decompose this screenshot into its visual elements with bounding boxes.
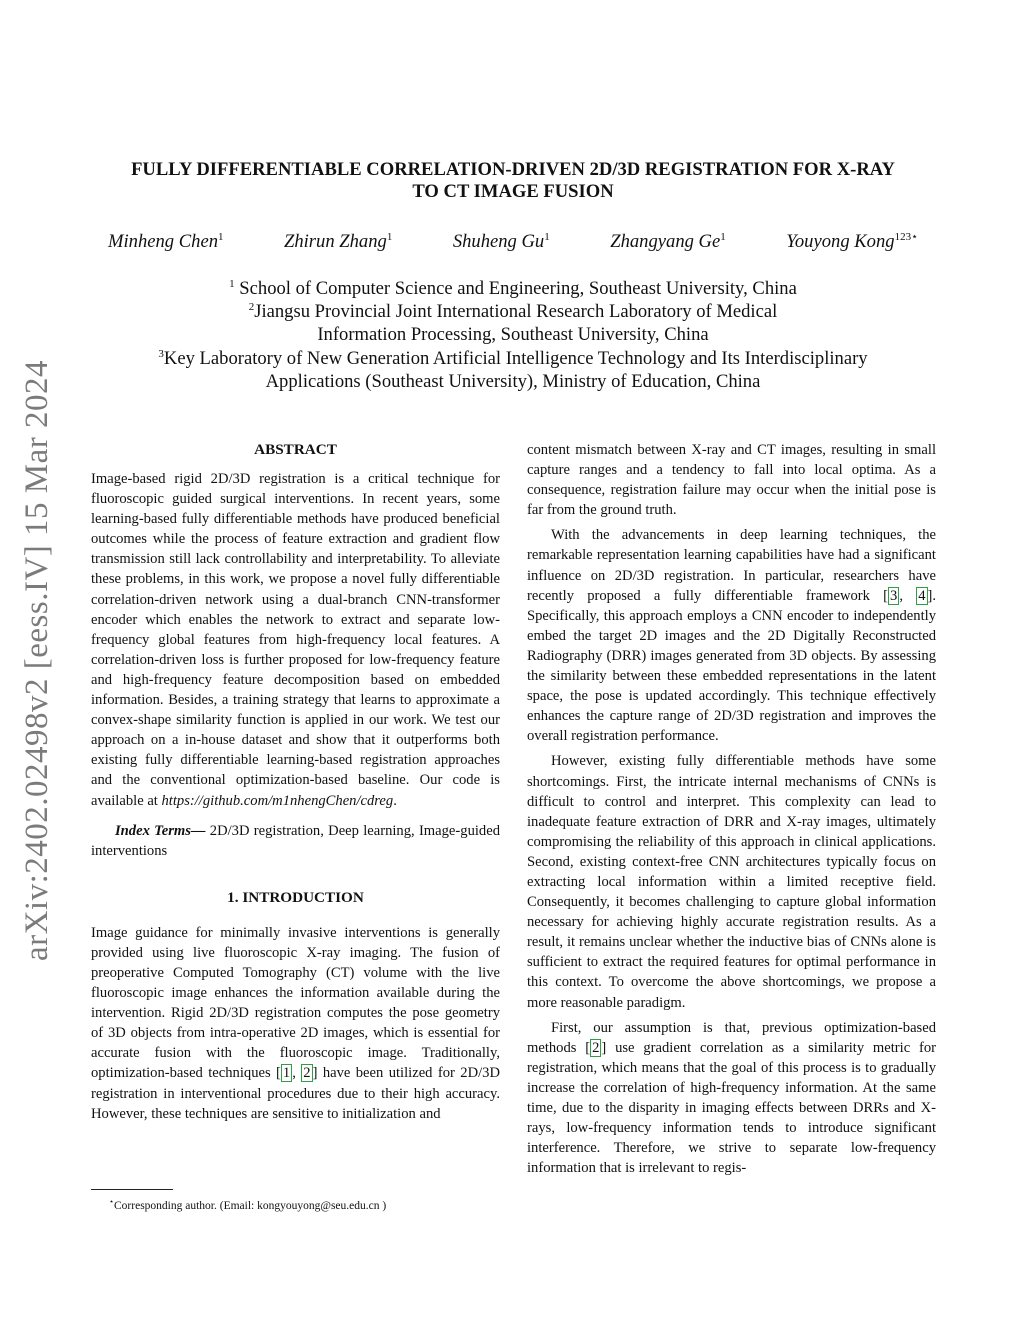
affiliation-text: Applications (Southeast University), Ministry of Education, China [265, 370, 761, 392]
intro-paragraph-4 [527, 1018, 936, 1179]
abstract-end: . [393, 792, 397, 809]
author [108, 231, 224, 253]
author [610, 231, 726, 253]
affiliation-text: Information Processing, Southeast University, China [317, 324, 709, 346]
intro-paragraph-continued: content mismatch between X-ray and CT images, resulting in small capture ranges and a tendency to fall into local optima. As a consequence, registration failure may occur when the initial pose is far from the ground truth. [527, 442, 936, 519]
intro-paragraph-1-text-a: Image guidance for minimally invasive interventions is generally provided using live fluoroscopic X-ray imaging. The fusion of preoperative Computed Tomography (CT) volume with the live fluoroscopic image enhances the information available during the intervention. Rigid 2D/3D registration computes the pose geometry of 3D objects from intra-operative 2D images, which is essential for accurate fusion with the fluoroscopic image. Traditionally, optimization-based techniques [ [91, 924, 500, 1082]
affiliation-mark: 3 [158, 347, 164, 360]
arxiv-identifier-text: arXiv:2402.02498v2 [eess.IV] 15 Mar 2024 [19, 359, 56, 961]
author-name: Minheng Chen [108, 231, 218, 252]
footnote-text: Corresponding author. (Email: kongyouyong@seu.edu.cn ) [114, 1199, 387, 1212]
intro-paragraph-4-text-a: First, our assumption is that, previous optimization-based methods [ [527, 1019, 936, 1056]
affiliation-block [90, 277, 936, 393]
citation-separator: , [292, 1065, 302, 1082]
affiliation-line [90, 347, 936, 370]
intro-paragraph-2 [527, 525, 936, 746]
footnote-mark: ⋆ [109, 1197, 115, 1206]
author [786, 231, 918, 253]
citation-link[interactable]: 2 [303, 1065, 311, 1082]
index-terms-text: 2D/3D registration, Deep learning, Image-guided interventions [91, 822, 500, 859]
intro-paragraph-1-text-b: ] have been utilized for 2D/3D registration in interventional procedures due to their high accuracy. However, these techniques are sensitive to initialization and [91, 1065, 501, 1122]
arxiv-identifier-stamp [14, 350, 62, 970]
paper-title-line-2: TO CT IMAGE FUSION [412, 181, 614, 202]
introduction-heading: 1. INTRODUCTION [227, 888, 364, 906]
affiliation-text: Key Laboratory of New Generation Artificial Intelligence Technology and Its Interdisciplinary [163, 347, 868, 369]
intro-paragraph-4-text-b: ] use gradient correlation as a similarity metric for registration, which means that the goal of this process is to gradually increase the correlation of high-frequency information. At the same time, due to the disparity in imaging effects between DRRs and X-rays, low-frequency information tends to introduce significant interference. Therefore, we strive to separate low-frequency information that is irrelevant to regis- [527, 1039, 937, 1177]
author-affiliation-mark: 1 [720, 230, 726, 243]
intro-paragraph-2-text-b: ]. Specifically, this approach employs a CNN encoder to independently embed the target 2D images and the 2D Digitally Reconstructed Radiography (DRR) images generated from 3D objects. By assessing the similarity between these embedded representations in the latent space, the pose is updated accordingly. This technique effectively enhances the capture range of 2D/3D registration and improves the overall registration performance. [527, 587, 937, 745]
author-name: Zhangyang Ge [610, 231, 721, 252]
abstract-body [91, 469, 500, 811]
author [284, 231, 392, 253]
citation-link[interactable]: 3 [890, 587, 898, 604]
corresponding-author-footnote [91, 1194, 500, 1214]
abstract-text: Image-based rigid 2D/3D registration is a critical technique for fluoroscopic guided surgical interventions. In recent years, some learning-based fully differentiable methods have produced beneficial outcomes while the process of feature extraction and gradient flow transmission still lack controllability and interpretability. To alleviate these problems, in this work, we propose a novel fully differentiable correlation-driven network using a dual-branch CNN-transformer encoder which enables the network to extract and separate low-frequency global features from high-frequency local features. A correlation-driven loss is further proposed for low-frequency feature and high-frequency feature decomposition based on embedded information. Besides, a training strategy that learns to approximate a convex-shape similarity function is applied in our work. We test our approach on a in-house dataset and show that it outperforms both existing fully differentiable learning-based registration approaches and the conventional optimization-based baseline. Our code is available at [91, 471, 500, 809]
author-name: Zhirun Zhang [284, 231, 387, 252]
footnote-rule [91, 1189, 173, 1190]
author-name: Youyong Kong [786, 231, 895, 252]
abstract-heading: ABSTRACT [254, 441, 337, 458]
citation-link[interactable]: 2 [592, 1039, 600, 1056]
intro-paragraph-2-text-a: With the advancements in deep learning techniques, the remarkable representation learning capabilities have had a significant influence on 2D/3D registration. In particular, researchers have recently proposed a fully differentiable framework [ [527, 527, 936, 604]
affiliation-text: School of Computer Science and Engineering, Southeast University, China [234, 278, 797, 299]
right-column [527, 440, 936, 1178]
index-terms-label: Index Terms— [115, 822, 206, 839]
affiliation-line [90, 323, 936, 346]
author-affiliation-mark: 1 [386, 230, 393, 243]
affiliation-line [90, 300, 936, 323]
index-terms [91, 821, 500, 861]
citation-link[interactable]: 4 [918, 587, 926, 604]
author-affiliation-mark: 123⋆ [894, 230, 918, 243]
left-column [91, 440, 500, 1124]
intro-paragraph-3: However, existing fully differentiable methods have some shortcomings. First, the intricate internal mechanisms of CNNs is difficult to control and interpret. This complexity can lead to inadequate feature extraction of DRR and X-ray images, ultimately compromising the reliability of this approach in clinical applications. Second, existing context-free CNN architectures typically focus on extracting local information within a limited receptive field. Consequently, it becomes challenging to capture global information necessary for achieving highly accurate registration results. As a result, it remains unclear whether the inductive bias of CNNs alone is sufficient to extract the required features for optimal performance in this context. To overcome the above shortcomings, we propose a more reasonable paradigm. [527, 753, 936, 1011]
author [453, 231, 550, 253]
author-affiliation-mark: 1 [218, 230, 224, 243]
affiliation-line [90, 277, 936, 300]
paper-title-line-1: FULLY DIFFERENTIABLE CORRELATION-DRIVEN 2D/3D REGISTRATION FOR X-RAY [131, 159, 895, 180]
author-name: Shuheng Gu [452, 231, 545, 252]
citation-separator: , [899, 587, 917, 604]
affiliation-text: Jiangsu Provincial Joint International Research Laboratory of Medical [254, 301, 778, 323]
paper-title [90, 159, 936, 203]
affiliation-line [90, 370, 936, 393]
code-repository-link[interactable]: https://github.com/m1nhengChen/cdreg [161, 792, 394, 809]
intro-paragraph-1 [91, 923, 500, 1124]
author-list [90, 231, 936, 253]
affiliation-mark: 2 [248, 301, 255, 314]
author-affiliation-mark: 1 [544, 230, 550, 243]
citation-link[interactable]: 1 [282, 1065, 291, 1082]
affiliation-mark: 1 [229, 277, 235, 290]
